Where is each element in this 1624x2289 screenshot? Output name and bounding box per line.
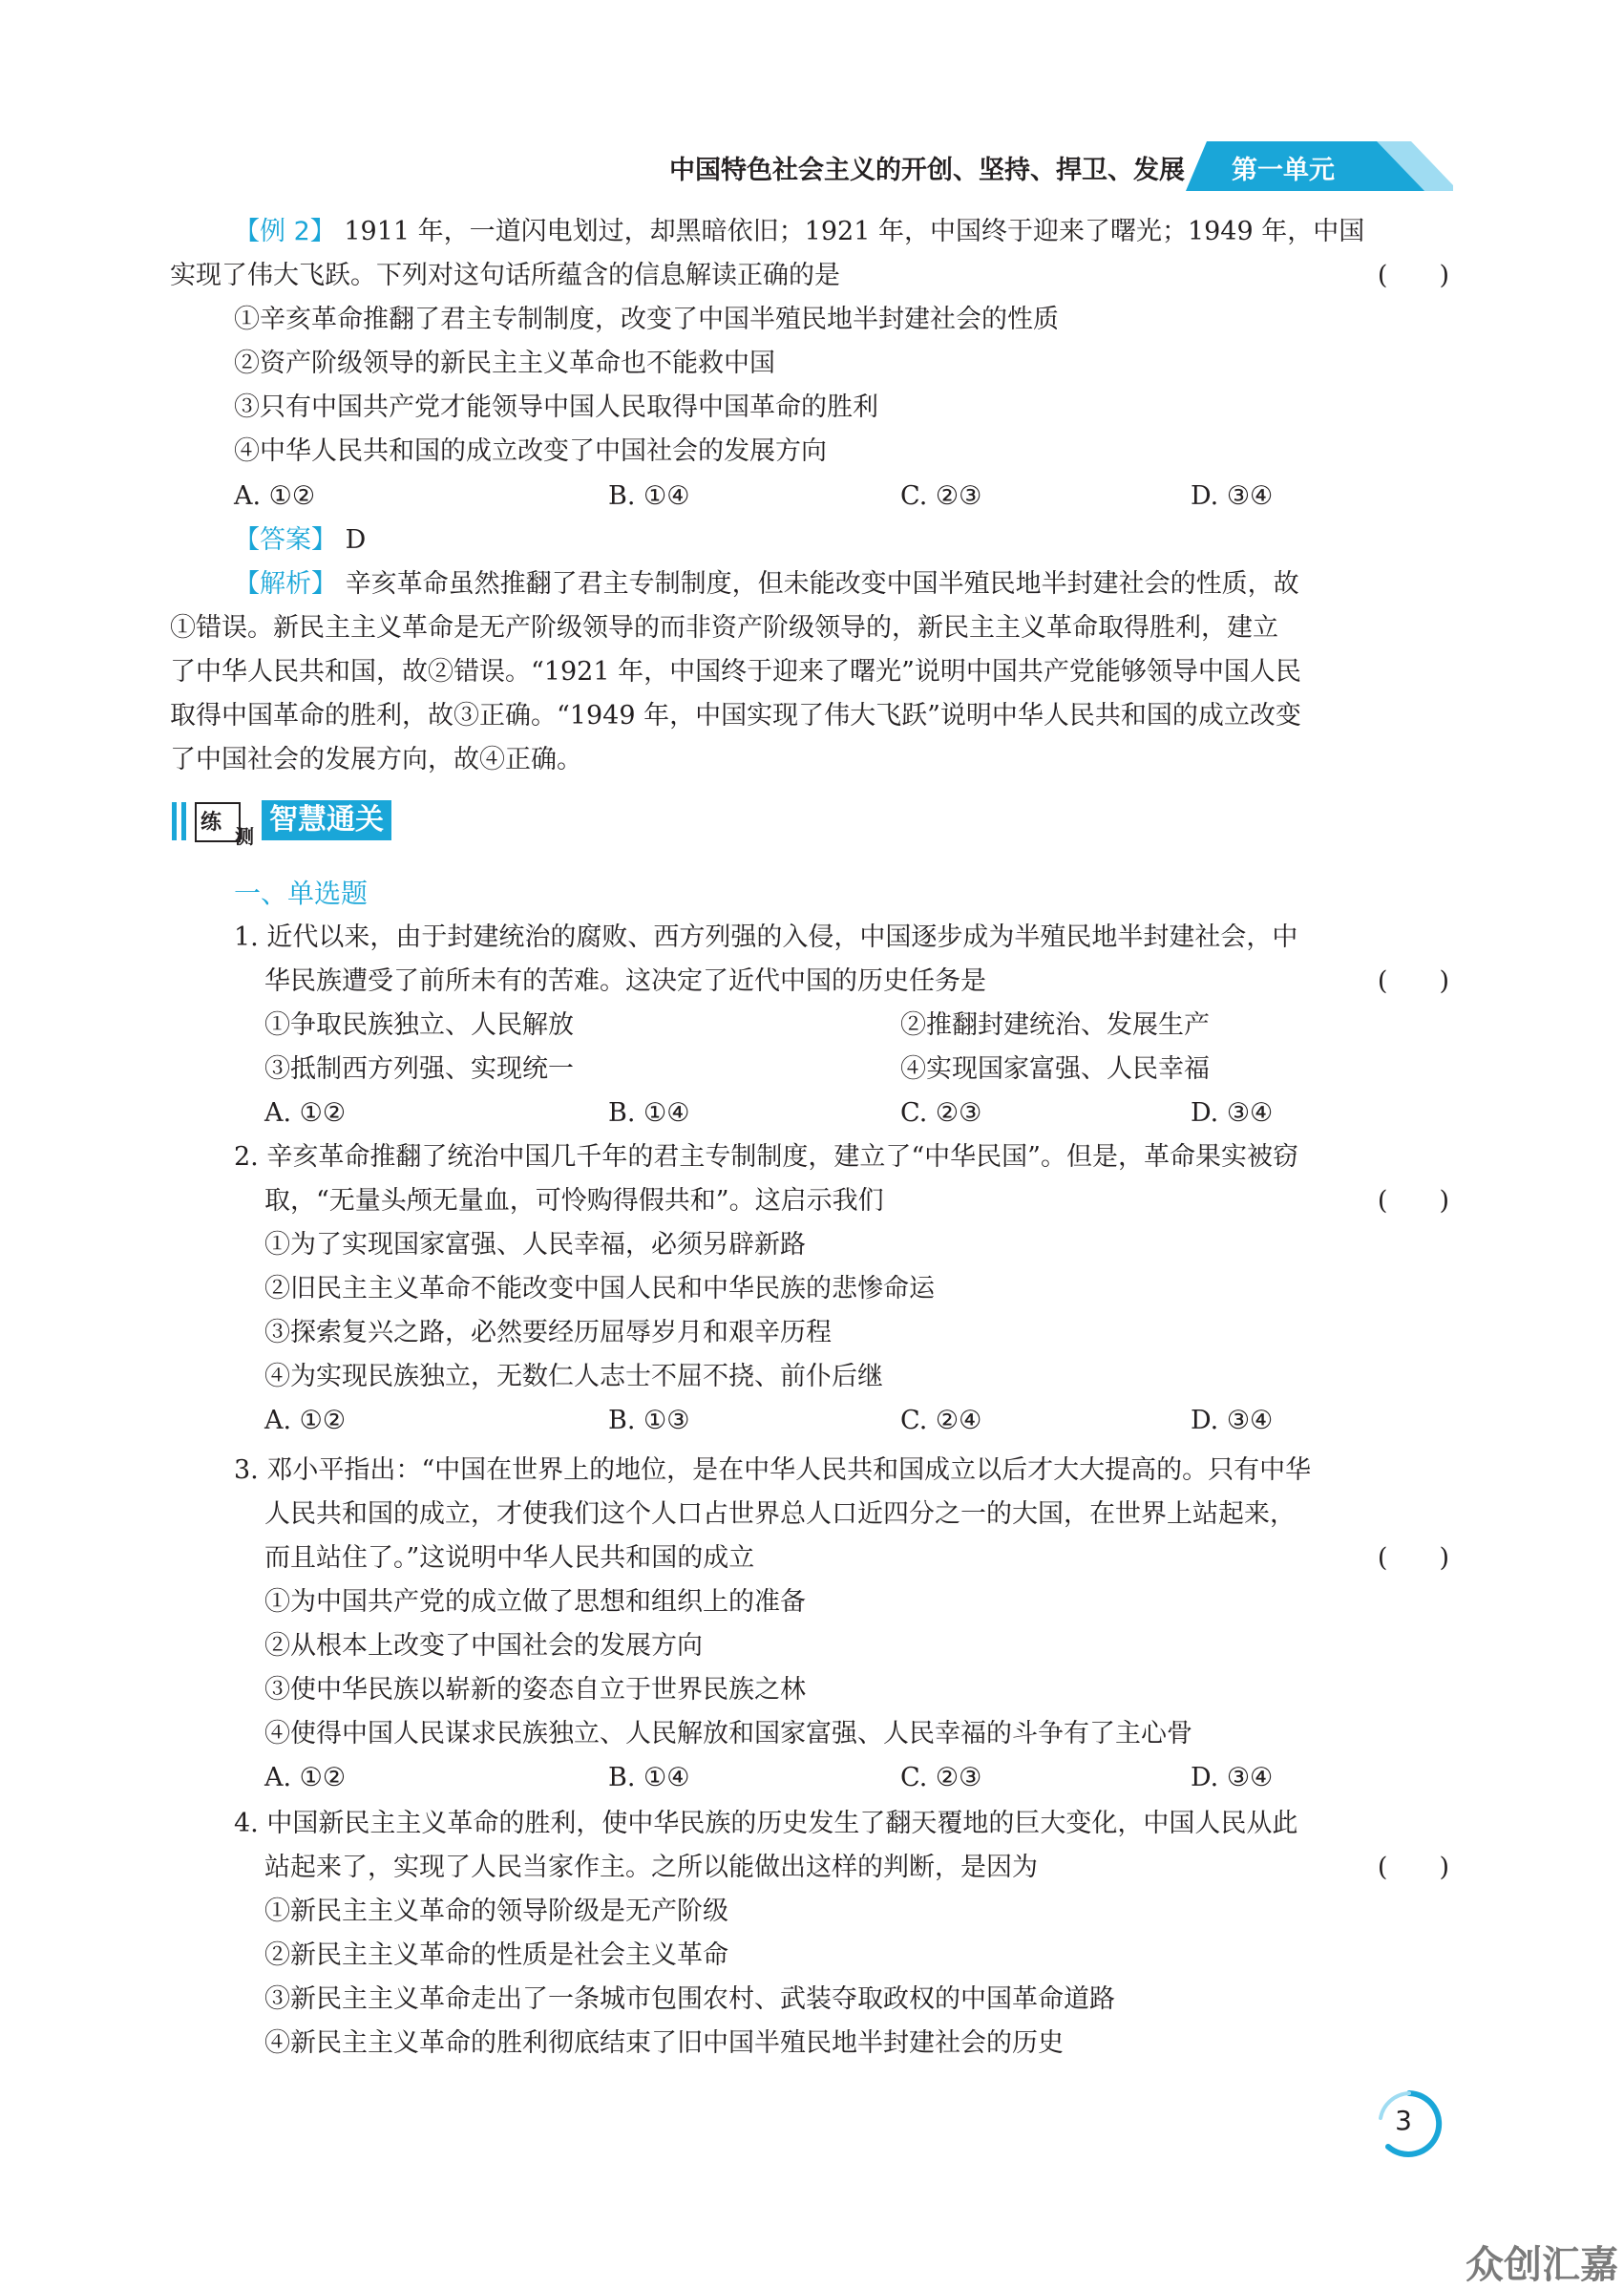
example-tag: 【例 2】 — [234, 217, 336, 246]
question-3-item: ④使得中国人民谋求民族独立、人民解放和国家富强、人民幸福的斗争有了主心骨 — [264, 1719, 1192, 1749]
question-4-item: ②新民主主义革命的性质是社会主义革命 — [264, 1940, 728, 1970]
question-3-item: ③使中华民族以崭新的姿态自立于世界民族之林 — [264, 1675, 806, 1705]
option-a: A. ①② — [264, 1098, 347, 1128]
option-b: B. ①④ — [608, 1763, 690, 1792]
question-1-line: 1. 近代以来，由于封建统治的腐败、西方列强的入侵，中国逐步成为半殖民地半封建社会，中 — [234, 922, 1298, 952]
analysis-line: 【解析】 辛亥革命虽然推翻了君主专制制度，但未能改变中国半殖民地半封建社会的性质，故 — [234, 569, 1299, 599]
answer-paren: ( ) — [1377, 1853, 1449, 1882]
answer-tag: 【答案】 — [234, 525, 337, 555]
option-c: C. ②④ — [900, 1406, 982, 1435]
question-3-line: 人民共和国的成立，才使我们这个人口占世界总人口近四分之一的大国，在世界上站起来， — [264, 1499, 1296, 1529]
example-answer — [234, 519, 1449, 562]
question-1-line: 华民族遭受了前所未有的苦难。这决定了近代中国的历史任务是 ( ) — [264, 960, 1449, 1004]
option-c: C. ②③ — [900, 1763, 982, 1792]
option-a: A. ①② — [234, 481, 316, 511]
lian-box: 练 — [195, 802, 241, 842]
question-4-item: ③新民主主义革命走出了一条城市包围农村、武装夺取政权的中国革命道路 — [264, 1984, 1115, 2014]
option-b: B. ①③ — [608, 1406, 690, 1435]
question-3-options — [264, 1756, 1449, 1800]
page-number: 3 — [1395, 2105, 1412, 2136]
option-b: B. ①④ — [608, 1098, 690, 1128]
answer-paren: ( ) — [1377, 1543, 1449, 1573]
option-c: C. ②③ — [900, 481, 982, 511]
question-2-item: ②旧民主主义革命不能改变中国人民和中华民族的悲惨命运 — [264, 1274, 935, 1303]
example-options — [234, 475, 1449, 519]
question-2-item: ③探索复兴之路，必然要经历屈辱岁月和艰辛历程 — [264, 1318, 832, 1347]
example-stem-line2: 实现了伟大飞跃。下列对这句话所蕴含的信息解读正确的是 ( ) — [170, 254, 1449, 298]
subhead: 一、单选题 — [234, 878, 369, 909]
question-4-item: ①新民主主义革命的领导阶级是无产阶级 — [264, 1897, 728, 1926]
example-item: ③只有中国共产党才能领导中国人民取得中国革命的胜利 — [234, 392, 878, 422]
question-4-line: 站起来了，实现了人民当家作主。之所以能做出这样的判断，是因为 ( ) — [264, 1846, 1449, 1890]
option-d: D. ③④ — [1191, 1098, 1274, 1128]
example-item: ②资产阶级领导的新民主主义革命也不能救中国 — [234, 349, 775, 378]
option-b: B. ①④ — [608, 481, 690, 511]
example-stem-line1: 【例 2】 1911 年，一道闪电划过，却黑暗依旧；1921 年，中国终于迎来了曙光；1949 年，中国 — [234, 217, 1365, 246]
answer-paren: ( ) — [1377, 966, 1449, 996]
question-3-line: 3. 邓小平指出：“中国在世界上的地位，是在中华人民共和国成立以后才大大提高的。只有中华 — [234, 1455, 1312, 1485]
option-d: D. ③④ — [1191, 1406, 1274, 1435]
ce-char: 测 — [235, 825, 254, 848]
chapter-title: 中国特色社会主义的开创、坚持、捍卫、发展 — [669, 156, 1185, 185]
question-2-line: 取，“无量头颅无量血，可怜购得假共和”。这启示我们 ( ) — [264, 1179, 1449, 1223]
watermark: 众创汇嘉 — [1466, 2243, 1618, 2287]
question-1-items: ③抵制西方列强、实现统一 ④实现国家富强、人民幸福 — [264, 1054, 1210, 1084]
option-a: A. ①② — [264, 1406, 347, 1435]
question-1-options — [264, 1092, 1449, 1135]
option-d: D. ③④ — [1191, 1763, 1274, 1792]
page-header — [0, 141, 1624, 191]
answer-paren: ( ) — [1377, 1186, 1449, 1216]
example-item: ①辛亥革命推翻了君主专制制度，改变了中国半殖民地半封建社会的性质 — [234, 305, 1059, 334]
question-3-line: 而且站住了。”这说明中华人民共和国的成立 ( ) — [264, 1537, 1449, 1580]
question-2-line: 2. 辛亥革命推翻了统治中国几千年的君主专制制度，建立了“中华民国”。但是，革命果实被窃 — [234, 1142, 1298, 1172]
question-1-items: ①争取民族独立、人民解放 ②推翻封建统治、发展生产 — [264, 1010, 1210, 1040]
analysis-line: 取得中国革命的胜利，故③正确。“1949 年，中国实现了伟大飞跃”说明中华人民共和国的成立改变 — [170, 701, 1301, 731]
answer-value: D — [345, 525, 367, 555]
question-3-item: ①为中国共产党的成立做了思想和组织上的准备 — [264, 1587, 806, 1617]
analysis-tag: 【解析】 — [234, 569, 337, 599]
accent-bar — [181, 802, 186, 840]
analysis-line: 了中国社会的发展方向，故④正确。 — [170, 745, 582, 774]
question-2-options — [264, 1399, 1449, 1443]
question-3-item: ②从根本上改变了中国社会的发展方向 — [264, 1631, 703, 1661]
option-a: A. ①② — [264, 1763, 347, 1792]
option-c: C. ②③ — [900, 1098, 982, 1128]
question-2-item: ④为实现民族独立，无数仁人志士不屈不挠、前仆后继 — [264, 1362, 883, 1391]
answer-paren: ( ) — [1377, 261, 1449, 290]
unit-label: 第一单元 — [1232, 156, 1335, 185]
question-2-item: ①为了实现国家富强、人民幸福，必须另辟新路 — [264, 1230, 806, 1260]
analysis-line: 了中华人民共和国，故②错误。“1921 年，中国终于迎来了曙光”说明中国共产党能够领导中国人民 — [170, 657, 1301, 687]
analysis-line: ①错误。新民主主义革命是无产阶级领导的而非资产阶级领导的，新民主主义革命取得胜利，建立 — [170, 613, 1278, 643]
question-4-item: ④新民主主义革命的胜利彻底结束了旧中国半殖民地半封建社会的历史 — [264, 2028, 1064, 2058]
question-4-line: 4. 中国新民主主义革命的胜利，使中华民族的历史发生了翻天覆地的巨大变化，中国人民从此 — [234, 1809, 1298, 1838]
example-item: ④中华人民共和国的成立改变了中国社会的发展方向 — [234, 436, 827, 466]
accent-bar — [172, 802, 177, 840]
section-title: 智慧通关 — [262, 800, 391, 840]
option-d: D. ③④ — [1191, 481, 1274, 511]
